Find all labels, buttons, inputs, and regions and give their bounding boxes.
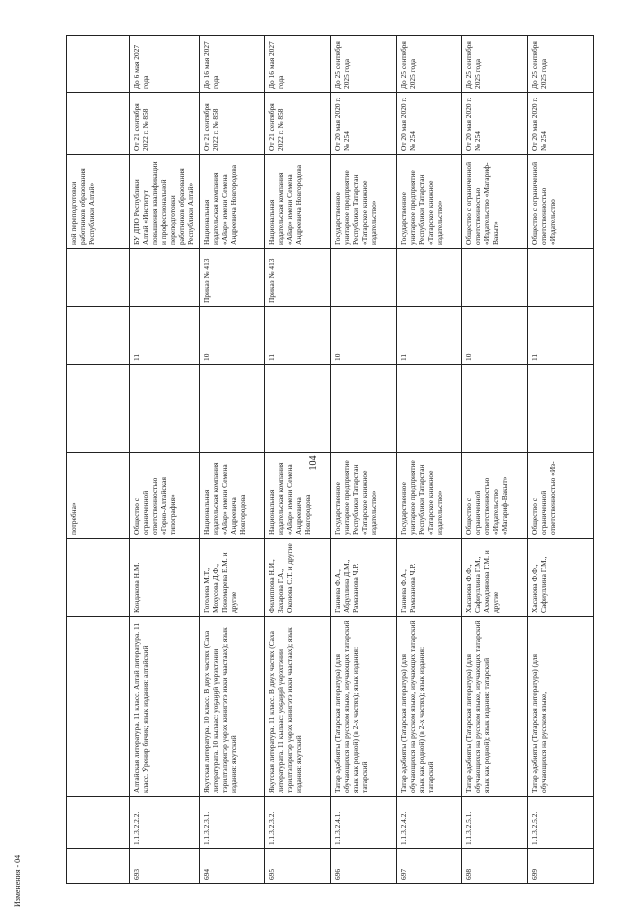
row-term: До 25 сентября 2025 года [396,36,462,93]
row-blank [528,365,594,453]
row-title: Алтайская литература. 11 класс. Алтай литература. 11 класс. Ӱренир бичик; язык издания: алтайский [129,617,199,797]
table-row [462,36,528,884]
row-code: 1.1.3.2.4.2. [396,797,462,849]
row-code: 1.1.3.2.2.2. [129,797,199,849]
row-number: 696 [330,849,396,884]
rotated-table-wrapper [66,36,594,884]
table-row [528,36,594,884]
row-grade: 11 [528,307,594,365]
row-code: 1.1.3.2.3.2. [265,797,331,849]
row-title: Татар әдәбияты (Татарская литература) (для обучающихся на русском языке, изучающих татарский язык как родной); язык издания: татарский [462,617,528,797]
row-publisher: Общество с ограниченной ответственностью «Издательство «Магариф-Вакыт» [462,453,528,539]
row-term: До 25 сентября 2025 года [462,36,528,93]
row-blank [129,365,199,453]
table-row [396,36,462,884]
row-blank [462,365,528,453]
row-grade: 10 [330,307,396,365]
publisher-cell: потребна» [67,453,130,539]
row-order [528,249,594,307]
row-ministry: Общество с ограниченной ответственностью «Издательство [528,155,594,249]
row-authors: Хасанова Ф.Ф., Сафиуллина Г.М., Ахмедзянова Г.М. и другие [462,539,528,617]
row-number: 693 [129,849,199,884]
row-order [396,249,462,307]
row-term: До 16 мая 2027 года [265,36,331,93]
row-blank [265,365,331,453]
row-order [129,249,199,307]
textbook-table [66,35,594,884]
row-title: Якутская литература. 10 класс. В двух частях (Саха литературата. 10 кылаас: уоҕаӈӈӥ үөрэхтэнии тэрилтэлэригэр үөрэх кинигэтэ икки чаастаах); язык издания: якутский [199,617,265,797]
row-authors: Филиппова Н.И., Захарова Г.А., Оконова С.Т. и другие [265,539,331,617]
row-expert: От 20 мая 2020 г. № 254 [528,93,594,155]
row-grade: 11 [265,307,331,365]
row-blank [330,365,396,453]
row-order: Приказ № 413 [199,249,265,307]
row-publisher: Национальная издательская компания «Айар» имени Семена Андреевича Новгородова [199,453,265,539]
table-row [265,36,331,884]
row-code: 1.1.3.2.5.1. [462,797,528,849]
row-code: 1.1.3.2.3.1. [199,797,265,849]
row-publisher: Общество с ограниченной ответственностью «Горно-Алтайская типография» [129,453,199,539]
row-grade: 11 [396,307,462,365]
row-number: 698 [462,849,528,884]
row-authors: Кондакова Н.М. [129,539,199,617]
row-title: Татар әдәбияты (Татарская литература) (для обучающихся на русском языке, изучающих татарский язык как родной) (в 2-х частях); язык издания: татарский [330,617,396,797]
row-expert: От 20 мая 2020 г. № 254 [396,93,462,155]
row-grade: 11 [129,307,199,365]
row-publisher: Общество с ограниченной ответственностью «Из- [528,453,594,539]
page-number: 104 [308,455,319,471]
row-expert: От 21 сентября 2022 г. № 858 [129,93,199,155]
row-grade: 10 [199,307,265,365]
row-expert: От 20 мая 2020 г. № 254 [462,93,528,155]
row-authors: Ганиева Ф.А., Рамазанова Ч.Р. [396,539,462,617]
row-ministry: Национальная издательская компания «Айар» имени Семена Андреевича Новгородова [265,155,331,249]
row-term: До 6 мая 2027 года [129,36,199,93]
row-title: Татар әдәбияты (Татарская литература) (для обучающихся на русском языке, изучающих татарский язык как родной) (в 2-х частях); язык издания: татарский [396,617,462,797]
row-expert: От 20 мая 2020 г. № 254 [330,93,396,155]
row-ministry: Национальная издательская компания «Айар» имени Семена Андреевича Новгородова [199,155,265,249]
row-publisher: Национальная издательская компания «Айар» имени Семена Андреевича Новгородова [265,453,331,539]
table-row-continued [67,36,130,884]
row-ministry: БУ ДПО Республики Алтай «Институт повышения квалификации и профессиональной переподготовки работников образования Республики Алтай» [129,155,199,249]
table-row [330,36,396,884]
row-blank [396,365,462,453]
row-number: 695 [265,849,331,884]
row-term: До 25 сентября 2025 года [528,36,594,93]
row-order [462,249,528,307]
row-code: 1.1.3.2.5.2. [528,797,594,849]
ministry-cell: ной переподготовки работников образования Республики Алтай» [67,155,130,249]
row-publisher: Государственное унитарное предприятие Республики Татарстан «Татарское книжное издательство» [396,453,462,539]
row-grade: 10 [462,307,528,365]
row-publisher: Государственное унитарное предприятие Республики Татарстан «Татарское книжное издательство» [330,453,396,539]
row-number: 699 [528,849,594,884]
row-term: До 16 мая 2027 года [199,36,265,93]
row-authors: Ганиева Ф.А., Абдуллина Д.М., Рамазанова Ч.Р. [330,539,396,617]
row-expert: От 21 сентября 2022 г. № 858 [265,93,331,155]
row-authors: Хасанова Ф.Ф., Сафиуллина Г.М., [528,539,594,617]
footer-changes-note: Изменения - 04 [13,854,22,907]
row-title: Якутская литература. 11 класс. В двух частях (Саха литературата. 11 кылаас: уоҕаӈӈӥ үөрэхтэнии тэрилтэлэригэр үөрэх кинигэтэ икки чаастаах); язык издания: якутский [265,617,331,797]
row-order [330,249,396,307]
row-number: 694 [199,849,265,884]
row-number: 697 [396,849,462,884]
table-row [199,36,265,884]
row-order: Приказ № 413 [265,249,331,307]
row-term: До 25 сентября 2025 года [330,36,396,93]
row-blank [199,365,265,453]
row-title: Татар әдәбияты (Татарская литература) (для обучающихся на русском языке, [528,617,594,797]
row-code: 1.1.3.2.4.1. [330,797,396,849]
row-authors: Гоголева М.Т., Мохусова Д.Ф., Пономарева Е.М. и другие [199,539,265,617]
row-ministry: Государственное унитарное предприятие Республики Татарстан «Татарское книжное издательство» [396,155,462,249]
table-row [129,36,199,884]
row-ministry: Государственное унитарное предприятие Республики Татарстан «Татарское книжное издательство» [330,155,396,249]
row-expert: От 21 сентября 2022 г. № 858 [199,93,265,155]
row-ministry: Общество с ограниченной ответственностью «Издательство «Магариф-Вакыт» [462,155,528,249]
